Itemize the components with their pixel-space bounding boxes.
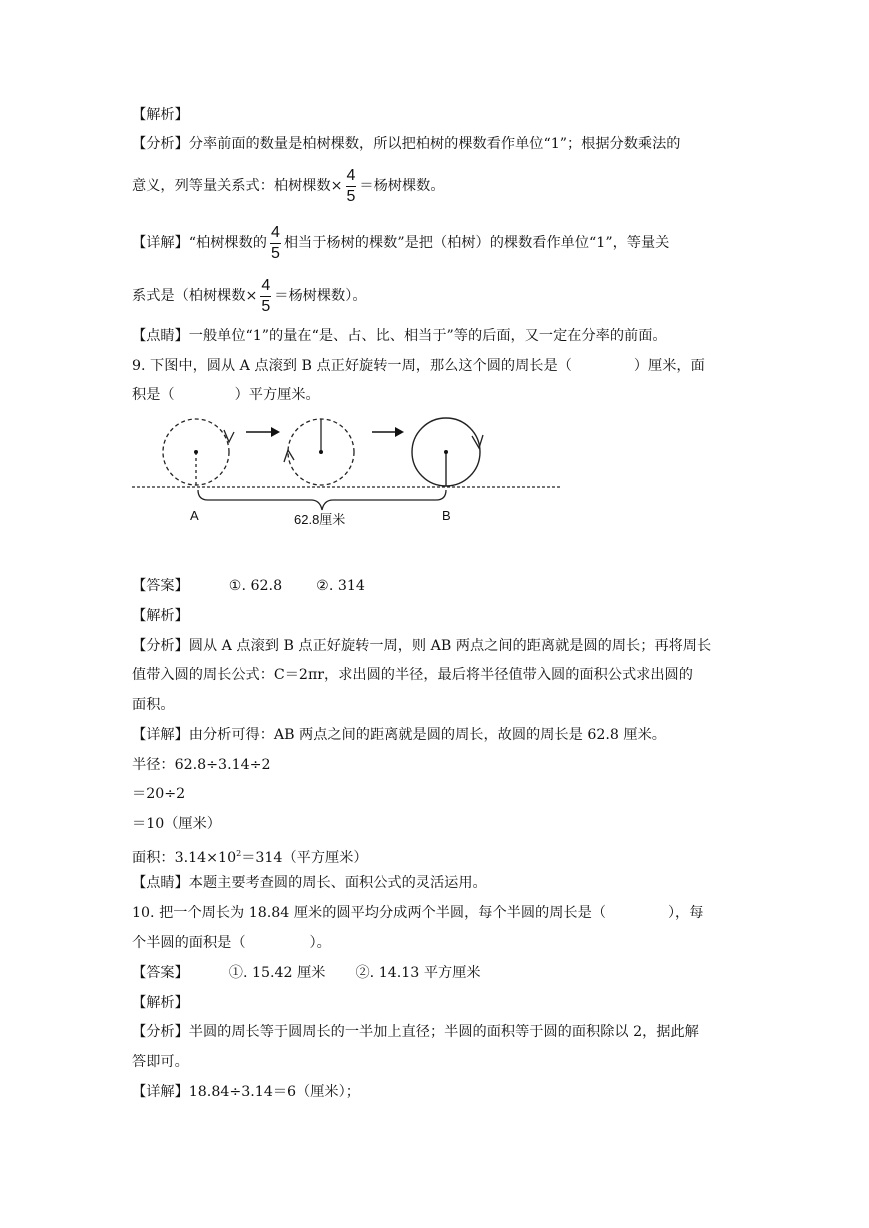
arrow-head [395, 427, 404, 437]
fraction-numerator: 4 [260, 276, 271, 297]
detail-line-formula [132, 274, 367, 318]
detail-line-formula [132, 221, 669, 265]
question-10-line [132, 933, 331, 953]
question-9-line [132, 385, 320, 405]
detail-text: ＝杨树棵数）。 [274, 288, 367, 304]
area-result: ＝314（平方厘米） [241, 850, 368, 866]
detail-text: 相当于杨树的棵数”是把（柏树）的棵数看作单位“1”，等量关 [283, 235, 670, 251]
calc-step: ＝20÷2 [132, 786, 186, 802]
answer-label: 【答案】 [132, 965, 189, 981]
question-text: 个半圆的面积是（ [132, 935, 246, 951]
answer-label: 【答案】 [132, 578, 189, 594]
analysis-line: 面积。 [132, 697, 175, 713]
analysis-line: 值带入圆的周长公式：C＝2πr，求出圆的半径，最后将半径值带入圆的面积公式求出圆的 [132, 667, 693, 683]
analysis-line: 【分析】半圆的周长等于圆周长的一半加上直径；半圆的面积等于圆的面积除以 2，据此解 [132, 1024, 699, 1040]
calc-step [132, 844, 368, 868]
detail-text: 【详解】“柏树棵数的 [132, 235, 267, 251]
distance-brace [198, 490, 446, 510]
calc-step: ＝10（厘米） [132, 816, 221, 832]
arrow-head [271, 427, 280, 437]
section-heading-jiexi: 【解析】 [132, 608, 189, 624]
answer-2: ②. 14.13 平方厘米 [355, 965, 481, 981]
answer-line [132, 963, 481, 983]
question-text: 9. 下图中，圆从 A 点滚到 B 点正好旋转一周，那么这个圆的周长是（ [132, 358, 572, 374]
answer-1: ①. 15.42 厘米 [228, 965, 326, 981]
fraction-denominator: 5 [261, 297, 271, 315]
analysis-text: ＝杨树棵数。 [359, 178, 445, 194]
fraction-numerator: 4 [346, 166, 357, 187]
question-text: 积是（ [132, 387, 175, 403]
circle-center [444, 450, 448, 454]
question-9-line [132, 356, 705, 376]
question-10-line [132, 903, 703, 923]
fraction [260, 276, 271, 317]
question-text: ）。 [309, 935, 331, 951]
fraction [270, 223, 281, 264]
fraction-denominator: 5 [346, 187, 356, 205]
exponent: 2 [236, 849, 242, 858]
detail-text: 系式是（柏树棵数× [132, 288, 258, 304]
question-text: ）厘米，面 [633, 358, 705, 374]
analysis-line: 【分析】圆从 A 点滚到 B 点正好旋转一周，则 AB 两点之间的距离就是圆的周长；再将周长 [132, 638, 712, 654]
distance-label: 62.8厘米 [294, 512, 346, 527]
question-text: ），每 [667, 905, 704, 921]
point-a-label: A [190, 508, 199, 523]
circle-center [319, 450, 323, 454]
detail-line: 【详解】18.84÷3.14＝6（厘米）； [132, 1084, 360, 1100]
analysis-line-formula [132, 164, 445, 208]
rolling-circle-figure [128, 410, 568, 528]
area-formula: 面积：3.14×10 [132, 850, 237, 866]
fraction [346, 166, 357, 207]
answer-2: ②. 314 [316, 578, 365, 594]
fraction-denominator: 5 [270, 244, 280, 262]
answer-line [132, 576, 365, 596]
section-heading-jiexi: 【解析】 [132, 995, 189, 1011]
fraction-numerator: 4 [270, 223, 281, 244]
analysis-line: 【分析】分率前面的数量是柏树棵数，所以把柏树的棵数看作单位“1”；根据分数乘法的 [132, 136, 681, 152]
analysis-text: 意义，列等量关系式：柏树棵数× [132, 178, 343, 194]
section-heading-jiexi: 【解析】 [132, 107, 189, 123]
question-text: ）平方厘米。 [234, 387, 320, 403]
point-b-label: B [442, 508, 451, 523]
tip-line: 【点睛】一般单位“1”的量在“是、占、比、相当于”等的后面，又一定在分率的前面。 [132, 328, 667, 344]
rotation-arrow-icon [472, 435, 483, 448]
tip-line: 【点睛】本题主要考查圆的周长、面积公式的灵活运用。 [132, 875, 487, 891]
answer-1: ①. 62.8 [228, 578, 283, 594]
rotation-arrow-icon [284, 450, 294, 462]
calc-step: 半径：62.8÷3.14÷2 [132, 757, 271, 773]
detail-line: 【详解】由分析可得：AB 两点之间的距离就是圆的周长，故圆的周长是 62.8 厘米。 [132, 727, 666, 743]
analysis-line: 答即可。 [132, 1054, 189, 1070]
question-text: 10. 把一个周长为 18.84 厘米的圆平均分成两个半圆，每个半圆的周长是（ [132, 905, 606, 921]
circle-center [194, 450, 198, 454]
